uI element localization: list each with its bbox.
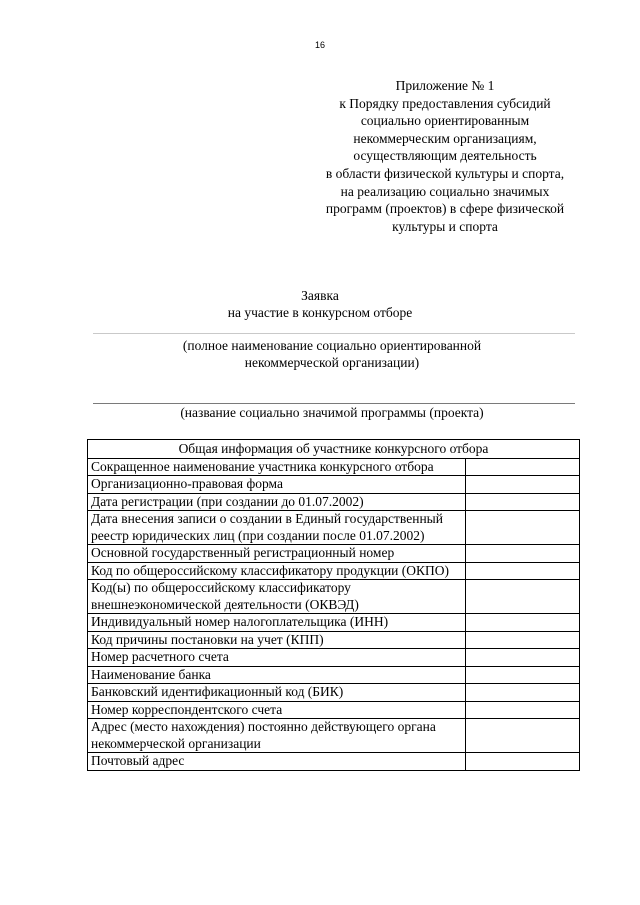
appendix-line: осуществляющим деятельность: [353, 148, 537, 164]
row-label: Сокращенное наименование участника конкурсного отбора: [88, 458, 466, 476]
table-row: [88, 493, 580, 511]
row-label: Код(ы) по общероссийскому классификатору внешнеэкономической деятельности (ОКВЭД): [88, 580, 466, 614]
row-value-cell[interactable]: [466, 545, 580, 563]
row-value-cell[interactable]: [466, 476, 580, 494]
row-label: Код по общероссийскому классификатору продукции (ОКПО): [88, 562, 466, 580]
table-row: [88, 511, 580, 545]
row-label: Номер расчетного счета: [88, 649, 466, 667]
table-row: [88, 719, 580, 753]
table-row: [88, 649, 580, 667]
table-row: [88, 666, 580, 684]
row-label: Дата внесения записи о создании в Единый государственный реестр юридических лиц (при создании после 01.07.2002): [88, 511, 466, 545]
table-row: [88, 458, 580, 476]
org-name-line: [93, 333, 575, 334]
row-label: Код причины постановки на учет (КПП): [88, 631, 466, 649]
participant-info-table: [87, 439, 580, 771]
row-value-cell[interactable]: [466, 458, 580, 476]
appendix-line: программ (проектов) в сфере физической: [325, 201, 565, 217]
row-value-cell[interactable]: [466, 580, 580, 614]
appendix-line: Приложение № 1: [395, 78, 495, 93]
row-label: Наименование банка: [88, 666, 466, 684]
table-row: [88, 562, 580, 580]
row-label: Банковский идентификационный код (БИК): [88, 684, 466, 702]
table-row: [88, 701, 580, 719]
row-value-cell[interactable]: [466, 631, 580, 649]
appendix-line: социально ориентированным: [360, 113, 530, 129]
org-caption-line: некоммерческой организации): [244, 355, 420, 370]
row-label: Почтовый адрес: [88, 753, 466, 771]
row-value-cell[interactable]: [466, 493, 580, 511]
appendix-line: в области физической культуры и спорта,: [325, 165, 565, 181]
row-value-cell[interactable]: [466, 562, 580, 580]
program-name-caption: (название социально значимой программы (проекта): [180, 405, 484, 420]
appendix-line: культуры и спорта: [392, 218, 498, 234]
table-row: [88, 631, 580, 649]
org-caption-line: (полное наименование социально ориентированной: [182, 338, 482, 353]
org-name-caption: [0, 337, 640, 371]
table-header: Общая информация об участнике конкурсного отбора: [88, 440, 580, 459]
row-label: Номер корреспондентского счета: [88, 701, 466, 719]
title-sub: на участие в конкурсном отборе: [227, 305, 413, 320]
row-value-cell[interactable]: [466, 701, 580, 719]
row-value-cell[interactable]: [466, 719, 580, 753]
table-row: [88, 580, 580, 614]
page-number: 16: [314, 40, 325, 50]
appendix-line: на реализацию социально значимых: [340, 183, 550, 199]
row-value-cell[interactable]: [466, 649, 580, 667]
title-main: Заявка: [301, 288, 339, 303]
row-label: Индивидуальный номер налогоплательщика (ИНН): [88, 614, 466, 632]
table-row: [88, 476, 580, 494]
row-label: Организационно-правовая форма: [88, 476, 466, 494]
table-row: [88, 753, 580, 771]
appendix-line: некоммерческим организациям,: [353, 130, 537, 146]
table-row: [88, 614, 580, 632]
table-row: [88, 684, 580, 702]
row-label: Дата регистрации (при создании до 01.07.2002): [88, 493, 466, 511]
document-title: [0, 287, 640, 321]
row-value-cell[interactable]: [466, 666, 580, 684]
appendix-heading: [300, 77, 590, 235]
row-value-cell[interactable]: [466, 753, 580, 771]
row-value-cell[interactable]: [466, 614, 580, 632]
row-value-cell[interactable]: [466, 511, 580, 545]
appendix-line: к Порядку предоставления субсидий: [339, 95, 551, 111]
table-row: [88, 545, 580, 563]
row-label: Основной государственный регистрационный номер: [88, 545, 466, 563]
row-value-cell[interactable]: [466, 684, 580, 702]
row-label: Адрес (место нахождения) постоянно действующего органа некоммерческой организации: [88, 719, 466, 753]
